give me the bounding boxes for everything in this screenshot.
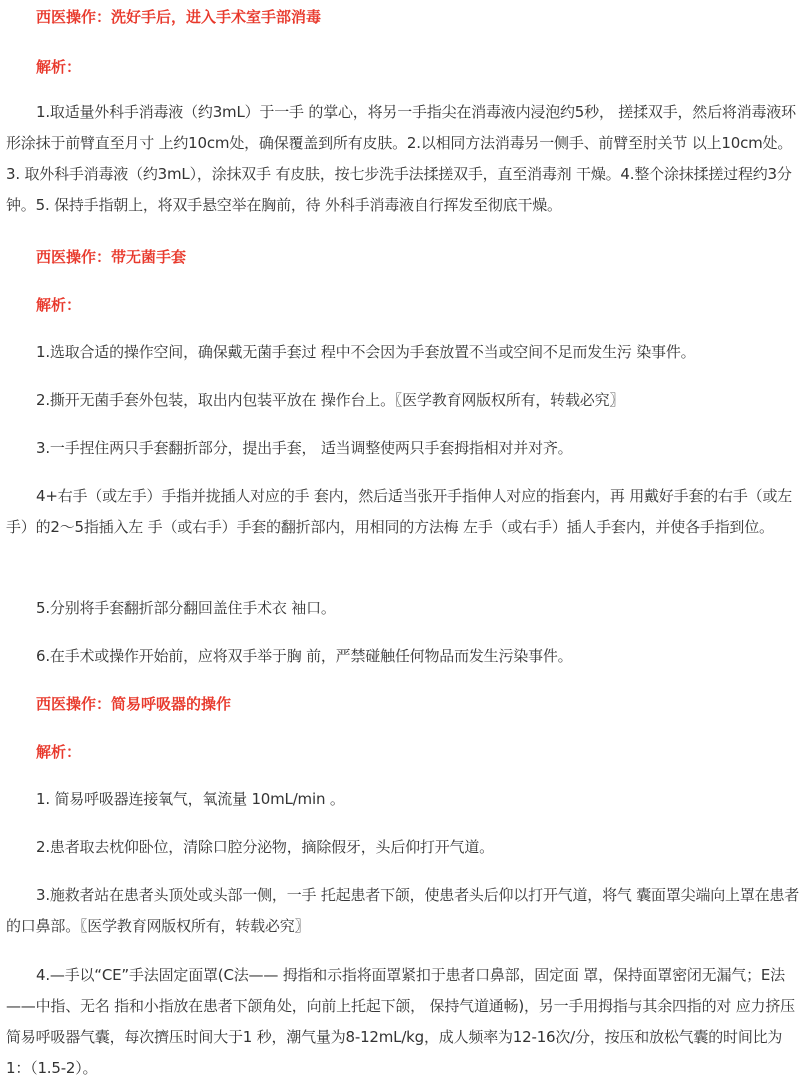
paragraph: 1.选取合适的操作空间，确保戴无菌手套过 程中不会因为手套放置不当或空间不足而发生污 染事件。 bbox=[36, 343, 696, 361]
analysis-label: 解析： bbox=[36, 743, 82, 761]
analysis-label: 解析： bbox=[36, 58, 82, 76]
paragraph: 1.取适量外科手消毒液（约3mL）于一手 的掌心，将另一手指尖在消毒液内浸泡约5秒， 搓揉双手，然后将消毒液环形涂抹于前臂直至月寸 上约10cm处，确保覆盖到所有皮肤。2.以相同方法消毒另一侧手、前臂至肘关节 以上10cm处。3. 取外科手消毒液（约3mL），涂抹双手 有皮肤，按七步洗手法揉搓双手，直至消毒剂 干燥。4.整个涂抹揉搓过程约3分钟。5. 保持手指朝上，将双手悬空举在胸前，待 外科手消毒液自行挥发至彻底干燥。 bbox=[6, 103, 796, 214]
paragraph: 3.一手捏住两只手套翻折部分，提出手套， 适当调整使两只手套拇指相对并对齐。 bbox=[36, 439, 573, 457]
paragraph: 4.—手以“CE”手法固定面罩(C法—— 拇指和示指将面罩紧扣于患者口鼻部，固定面 罩，保持面罩密闭无漏气；E法——中指、无名 指和小指放在患者下颌角处，向前上托起下颌， 保持气道通畅)，另一手用拇指与其余四指的对 应力挤压简易呼吸器气囊，每次擠压时间大于1 秒，潮气量为8-12mL/kg，成人频率为12-16次/分，按压和放松气囊的时间比为1：（1.5-2）。 bbox=[6, 966, 795, 1077]
section-heading-sterile-gloves: 西医操作：带无菌手套 bbox=[36, 248, 187, 266]
analysis-label: 解析： bbox=[36, 296, 82, 314]
paragraph: 2.撕开无菌手套外包装，取出内包装平放在 操作台上。〖医学教育网版权所有，转载必究〗 bbox=[36, 391, 625, 409]
paragraph: 5.分别将手套翻折部分翻回盖住手术衣 袖口。 bbox=[36, 599, 336, 617]
paragraph: 2.患者取去枕仰卧位，清除口腔分泌物，摘除假牙，头后仰打开气道。 bbox=[36, 838, 494, 856]
section-heading-resuscitator: 西医操作：简易呼吸器的操作 bbox=[36, 695, 232, 713]
paragraph: 3.施救者站在患者头顶处或头部一侧，一手 托起患者下颌，使患者头后仰以打开气道，将气 囊面罩尖端向上罩在患者的口鼻部。〖医学教育网版权所有，转载必究〗 bbox=[6, 886, 800, 935]
paragraph: 6.在手术或操作开始前，应将双手举于胸 前，严禁碰触任何物品而发生污染事件。 bbox=[36, 647, 573, 665]
section-heading-hand-disinfection: 西医操作：洗好手后，进入手术室手部消毒 bbox=[36, 8, 322, 26]
paragraph: 1. 简易呼吸器连接氧气，氧流量 10mL/min 。 bbox=[36, 790, 345, 808]
paragraph: 4+右手（或左手）手指并拢插人对应的手 套内，然后适当张开手指伸人对应的指套内，再 用戴好手套的右手（或左手）的2～5指插入左 手（或右手）手套的翻折部内，用相同的方法梅 左手（或右手）插人手套内，并使各手指到位。 bbox=[6, 487, 793, 536]
